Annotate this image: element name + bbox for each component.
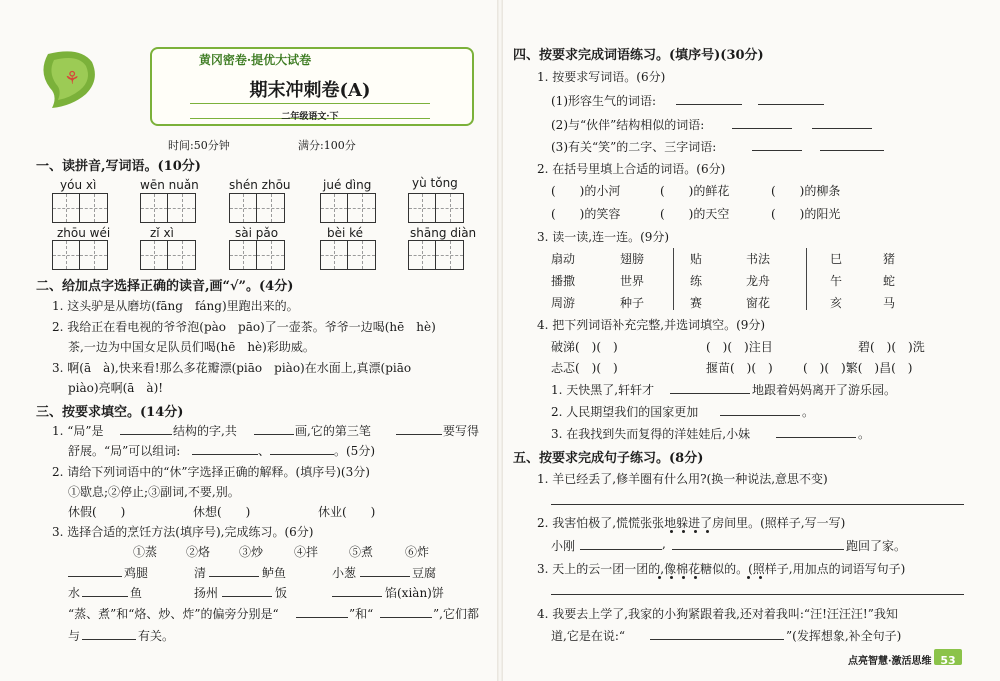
answer-line[interactable] <box>776 437 856 438</box>
sec3-q3-last-b: ”和“ <box>349 607 374 621</box>
sec5-q4-c: ”(发挥想象,补全句子) <box>786 629 902 643</box>
period: 。 <box>858 427 871 441</box>
header-badge <box>170 49 340 67</box>
fill-blank: ( )的天空 <box>660 207 730 221</box>
page-number: 53 <box>940 654 956 667</box>
writing-grid[interactable] <box>52 240 108 270</box>
answer-line[interactable] <box>752 150 802 151</box>
answer-line[interactable] <box>672 549 844 550</box>
idiom-blank: ( )( )繁( )昌( ) <box>803 361 913 375</box>
sec3-q1-g: 。(5分) <box>334 444 375 458</box>
writing-grid[interactable] <box>52 193 108 223</box>
sec4-q4-s1a: 1. 天快黑了,轩轩才 <box>551 383 655 397</box>
sec3-q2: 2. 请给下列词语中的“休”字选择正确的解释。(填序号)(3分) <box>52 465 370 479</box>
writing-grid[interactable] <box>229 240 285 270</box>
cook-option: ⑥炸 <box>405 545 430 559</box>
fill-blank: ( )的小河 <box>551 184 621 198</box>
cook-option: ⑤煮 <box>349 545 374 559</box>
match-word: 亥 <box>830 296 843 310</box>
match-word: 蛇 <box>883 274 896 288</box>
section2-title: 二、给加点字选择正确的读音,画“√”。(4分) <box>36 279 294 294</box>
sec5-q4-b: 道,它是在说:“ <box>551 629 625 643</box>
idiom-blank: 破涕( )( ) <box>551 340 618 354</box>
dish-word: 水 <box>68 586 81 600</box>
cook-option: ①蒸 <box>133 545 158 559</box>
sec2-q3-line2: piào)亮啊(ā à)! <box>68 381 164 395</box>
sec3-q2-word: 休想( ) <box>193 505 251 519</box>
sec5-q4-line1: 4. 我要去上学了,我家的小狗紧跟着我,还对着我叫:“汪!汪汪汪!”我知 <box>537 607 898 621</box>
sec4-q3: 3. 读一读,连一连。(9分) <box>537 230 670 244</box>
dish-word: 鸡腿 <box>124 566 149 580</box>
match-word: 马 <box>883 296 896 310</box>
fill-blank: ( )的阳光 <box>771 207 841 221</box>
match-word: 周游 <box>551 296 576 310</box>
match-word: 播撒 <box>551 274 576 288</box>
sec4-q1-item: (3)有关“笑”的二字、三字词语: <box>551 140 717 154</box>
emphasis-dot <box>670 576 673 579</box>
emphasis-dot <box>694 576 697 579</box>
answer-line[interactable] <box>254 434 294 435</box>
match-word: 窗花 <box>746 296 771 310</box>
answer-line[interactable] <box>120 434 172 435</box>
sec4-q4: 4. 把下列词语补充完整,并选词填空。(9分) <box>537 318 766 332</box>
answer-line[interactable] <box>551 594 964 595</box>
sec3-q1-a: 1. “局”是 <box>52 424 104 438</box>
section3-title: 三、按要求填空。(14分) <box>36 405 184 420</box>
answer-line[interactable] <box>270 454 334 455</box>
cook-option: ③炒 <box>239 545 264 559</box>
sec2-q2-line2: 茶,一边为中国女足队员们喝(hē hè)彩助威。 <box>68 340 315 354</box>
answer-line[interactable] <box>820 150 884 151</box>
sec3-q2-options: ①歇息;②停止;③副词,不要,别。 <box>68 485 240 499</box>
answer-line[interactable] <box>296 617 348 618</box>
fill-blank: ( )的柳条 <box>771 184 841 198</box>
footer-tagline: 点亮智慧·激活思维 <box>848 656 932 667</box>
answer-line[interactable] <box>68 576 122 577</box>
emphasis-dot <box>658 576 661 579</box>
pinyin-item: sài pǎo <box>235 226 279 240</box>
dish-word: 鲈鱼 <box>262 566 287 580</box>
sec3-q3-last-a: “蒸、煮”和“烙、炒、炸”的偏旁分别是“ <box>68 607 279 621</box>
writing-grid[interactable] <box>408 193 464 223</box>
emphasis-dot <box>682 530 685 533</box>
sec5-q2-b: , <box>662 537 666 551</box>
sec5-q2-c: 跑回了家。 <box>846 539 907 553</box>
sec3-q1-f: 、 <box>258 444 271 458</box>
sec4-q4-s3: 3. 在我找到失而复得的洋娃娃后,小妹 <box>551 427 751 441</box>
sec3-q2-word: 休业( ) <box>318 505 376 519</box>
idiom-blank: 碧( )( )洗 <box>858 340 925 354</box>
answer-line[interactable] <box>192 454 258 455</box>
sec4-q2: 2. 在括号里填上合适的词语。(6分) <box>537 162 726 176</box>
match-word: 猪 <box>883 252 896 266</box>
answer-line[interactable] <box>551 504 964 505</box>
writing-grid[interactable] <box>320 193 376 223</box>
dish-word: 饭 <box>275 586 288 600</box>
answer-line[interactable] <box>82 639 136 640</box>
idiom-blank: 揠苗( )( ) <box>706 361 773 375</box>
header-logo-icon <box>40 48 98 110</box>
pinyin-item: shén zhōu <box>229 178 291 192</box>
exam-title: 期末冲刺卷(A) <box>249 80 371 101</box>
answer-line[interactable] <box>676 104 742 105</box>
answer-line[interactable] <box>332 596 382 597</box>
answer-line[interactable] <box>82 596 128 597</box>
match-word: 赛 <box>690 296 703 310</box>
section1-title: 一、读拼音,写词语。(10分) <box>36 159 201 174</box>
sec3-q3-last-c: ”,它们都 <box>433 607 479 621</box>
pinyin-item: wēn nuǎn <box>140 178 199 192</box>
writing-grid[interactable] <box>408 240 464 270</box>
pinyin-item: yóu xì <box>60 178 97 192</box>
dish-word: 鱼 <box>130 586 143 600</box>
match-word: 扇动 <box>551 252 576 266</box>
sec3-q3-last-d: 与 <box>68 629 81 643</box>
pinyin-item: shāng diàn <box>410 226 477 240</box>
sec4-q4-s1b: 地跟着妈妈离开了游乐园。 <box>752 383 897 397</box>
fill-blank: ( )的笑容 <box>551 207 621 221</box>
sec3-q1-c: 画,它的第三笔 <box>295 424 371 438</box>
dish-word: 扬州 <box>194 586 219 600</box>
answer-line[interactable] <box>650 639 784 640</box>
cook-option: ④拌 <box>294 545 319 559</box>
answer-line[interactable] <box>732 128 792 129</box>
sec4-q1-item: (2)与“伙伴”结构相似的词语: <box>551 118 705 132</box>
answer-line[interactable] <box>580 549 662 550</box>
match-word: 贴 <box>690 252 703 266</box>
sec5-q3: 3. 天上的云一团一团的,像棉花糖似的。(照样子,用加点的词语写句子) <box>537 562 906 576</box>
emphasis-dot <box>670 530 673 533</box>
grade-tag <box>190 103 430 122</box>
fill-blank: ( )的鲜花 <box>660 184 730 198</box>
sec5-q2: 2. 我害怕极了,慌慌张张地躲进了房间里。(照样子,写一写) <box>537 516 846 530</box>
sec2-q3-line1: 3. 啊(ā à),快来看!那么多花瓣漂(piāo piào)在水面上,真漂(piāo <box>52 361 412 375</box>
emphasis-dot <box>682 576 685 579</box>
sec3-q1-d: 要写得 <box>443 424 480 438</box>
column-divider <box>673 248 674 310</box>
answer-line[interactable] <box>670 393 750 394</box>
dish-word: 小葱 <box>332 566 357 580</box>
sec4-q1-item: (1)形容生气的词语: <box>551 94 657 108</box>
pinyin-item: jué dìng <box>323 178 372 192</box>
answer-line[interactable] <box>396 434 442 435</box>
answer-line[interactable] <box>222 596 272 597</box>
pinyin-item: bèi ké <box>327 226 364 240</box>
dish-word: 豆腐 <box>412 566 437 580</box>
writing-grid[interactable] <box>320 240 376 270</box>
emphasis-dot <box>747 576 750 579</box>
match-word: 世界 <box>620 274 645 288</box>
match-word: 龙舟 <box>746 274 771 288</box>
match-word: 书法 <box>746 252 771 266</box>
match-word: 练 <box>690 274 703 288</box>
match-word: 种子 <box>620 296 645 310</box>
sec2-q2-line1: 2. 我给正在看电视的爷爷泡(pào pāo)了一壶茶。爷爷一边喝(hē hè) <box>52 320 436 334</box>
emphasis-dot <box>759 576 762 579</box>
answer-line[interactable] <box>360 576 410 577</box>
grade-label: 二年级语文·下 <box>281 112 339 122</box>
sec5-q1: 1. 羊已经丢了,修羊圈有什么用?(换一种说法,意思不变) <box>537 472 828 486</box>
dish-word: 馅(xiàn)饼 <box>385 586 444 600</box>
section4-title: 四、按要求完成词语练习。(填序号)(30分) <box>513 48 764 63</box>
sec5-q2-a: 小刚 <box>551 539 576 553</box>
idiom-blank: 忐忑( )( ) <box>551 361 618 375</box>
emphasis-dot <box>706 530 709 533</box>
sec4-q4-s2: 2. 人民期望我们的国家更加 <box>551 405 699 419</box>
writing-grid[interactable] <box>140 193 196 223</box>
svg-text:⚘: ⚘ <box>64 68 81 89</box>
exam-time: 时间:50分钟 <box>168 139 230 152</box>
writing-grid[interactable] <box>229 193 285 223</box>
pinyin-item: yù tǒng <box>412 176 458 190</box>
sec3-q1-e: 舒展。“局”可以组词: <box>68 444 181 458</box>
idiom-blank: ( )( )注目 <box>706 340 773 354</box>
match-word: 翅膀 <box>620 252 645 266</box>
exam-score: 满分:100分 <box>298 139 356 152</box>
match-word: 巳 <box>830 252 843 266</box>
sec3-q3-last-e: 有关。 <box>138 629 175 643</box>
period: 。 <box>802 405 815 419</box>
answer-line[interactable] <box>758 104 824 105</box>
page-fold <box>497 0 503 681</box>
section5-title: 五、按要求完成句子练习。(8分) <box>513 451 704 466</box>
match-word: 午 <box>830 274 843 288</box>
writing-grid[interactable] <box>140 240 196 270</box>
column-divider <box>806 248 807 310</box>
page-number-badge <box>934 649 962 665</box>
emphasis-dot <box>694 530 697 533</box>
answer-line[interactable] <box>812 128 872 129</box>
sec3-q2-word: 休假( ) <box>68 505 126 519</box>
answer-line[interactable] <box>209 576 259 577</box>
pinyin-item: zhōu wéi <box>57 226 111 240</box>
pinyin-item: zǐ xì <box>150 226 174 240</box>
answer-line[interactable] <box>380 617 432 618</box>
sec3-q1-b: 结构的字,共 <box>173 424 237 438</box>
answer-line[interactable] <box>720 415 800 416</box>
sec4-q1: 1. 按要求写词语。(6分) <box>537 70 666 84</box>
cook-option: ②烙 <box>186 545 211 559</box>
sec3-q3: 3. 选择合适的烹饪方法(填序号),完成练习。(6分) <box>52 525 314 539</box>
header-badge-text: 黄冈密卷·提优大试卷 <box>198 53 312 67</box>
sec2-q1: 1. 这头驴是从磨坊(fāng fáng)里跑出来的。 <box>52 299 299 313</box>
dish-word: 清 <box>194 566 207 580</box>
